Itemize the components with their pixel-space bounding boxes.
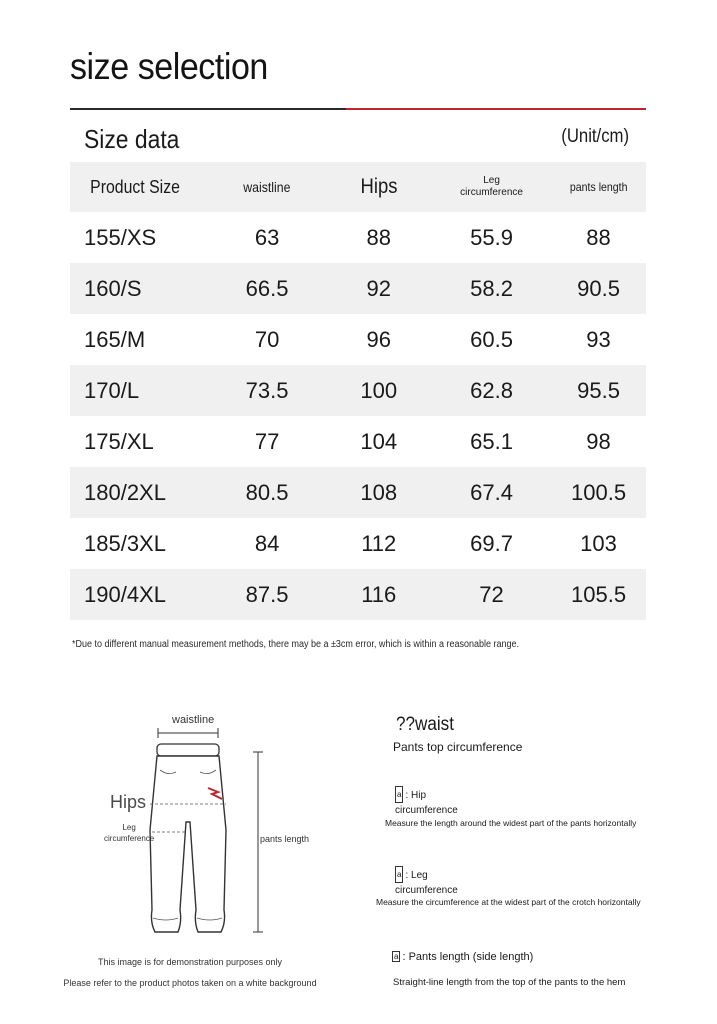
size-table [70,162,646,620]
table-cell: 170/L [70,365,209,416]
table-row [70,314,646,365]
table-cell: 73.5 [209,365,326,416]
legend-hip-title: a : Hip circumference [395,786,458,818]
legend-leg-title: a : Leg circumference [395,866,458,898]
header-leg-line1: Leg [483,175,500,186]
title-divider [70,108,646,110]
legend-waist-desc: Pants top circumference [393,740,523,754]
header-hips: Hips [325,162,432,212]
legend-waist-title: ??waist [396,714,454,735]
header-product-size: Product Size [70,162,209,212]
header-leg-circumference [432,162,551,212]
table-cell: 98 [551,416,646,467]
bullet-icon: a [395,866,403,883]
table-cell: 67.4 [432,467,551,518]
legend-hip-desc: Measure the length around the widest part of the pants horizontally [385,818,637,828]
divider-accent [346,108,646,110]
table-cell: 175/XL [70,416,209,467]
table-row [70,365,646,416]
unit-label: (Unit/cm) [561,126,629,147]
table-cell: 77 [209,416,326,467]
legend-leg-desc: Measure the circumference at the widest part of the crotch horizontally [376,897,641,907]
table-row [70,263,646,314]
table-cell: 63 [209,212,326,263]
bullet-icon: a [394,952,399,961]
table-row [70,212,646,263]
table-row [70,518,646,569]
table-cell: 66.5 [209,263,326,314]
diagram-hips-label: Hips [110,792,147,812]
table-cell: 116 [325,569,432,620]
page-title: size selection [70,46,268,87]
table-cell: 180/2XL [70,467,209,518]
table-cell: 80.5 [209,467,326,518]
table-cell: 190/4XL [70,569,209,620]
table-cell: 105.5 [551,569,646,620]
table-cell: 93 [551,314,646,365]
header-leg-line2: circumference [460,187,523,198]
table-cell: 70 [209,314,326,365]
table-cell: 112 [325,518,432,569]
table-cell: 87.5 [209,569,326,620]
diagram-caption-1: This image is for demonstration purposes only [97,957,283,967]
section-title: Size data [84,124,180,154]
legend-pants-length-title: a : Pants length (side length) [394,951,534,963]
table-cell: 69.7 [432,518,551,569]
header-pants-length: pants length [551,162,646,212]
table-cell: 84 [209,518,326,569]
table-cell: 92 [325,263,432,314]
table-cell: 96 [325,314,432,365]
diagram-caption-2: Please refer to the product photos taken on a white background [63,978,317,988]
diagram-leg-label: Leg circumference [104,823,155,843]
table-cell: 155/XS [70,212,209,263]
table-row [70,569,646,620]
table-cell: 165/M [70,314,209,365]
pants-diagram [100,710,310,950]
table-cell: 103 [551,518,646,569]
table-cell: 65.1 [432,416,551,467]
table-row [70,467,646,518]
table-cell: 55.9 [432,212,551,263]
bullet-icon: a [395,786,403,803]
legend-pants-length-desc: Straight-line length from the top of the pants to the hem [393,977,626,988]
table-cell: 62.8 [432,365,551,416]
diagram-pants-length-label: pants length [260,834,310,844]
header-waistline: waistline [209,162,326,212]
table-cell: 72 [432,569,551,620]
table-cell: 60.5 [432,314,551,365]
table-cell: 108 [325,467,432,518]
table-cell: 185/3XL [70,518,209,569]
table-cell: 100.5 [551,467,646,518]
measurement-note: *Due to different manual measurement methods, there may be a ±3cm error, which is within a reasonable range. [72,639,520,650]
table-cell: 95.5 [551,365,646,416]
table-cell: 104 [325,416,432,467]
table-cell: 88 [551,212,646,263]
table-cell: 160/S [70,263,209,314]
table-cell: 88 [325,212,432,263]
table-cell: 90.5 [551,263,646,314]
table-row [70,416,646,467]
table-cell: 58.2 [432,263,551,314]
diagram-waistline-label: waistline [172,714,215,726]
table-header-row [70,162,646,212]
table-cell: 100 [325,365,432,416]
